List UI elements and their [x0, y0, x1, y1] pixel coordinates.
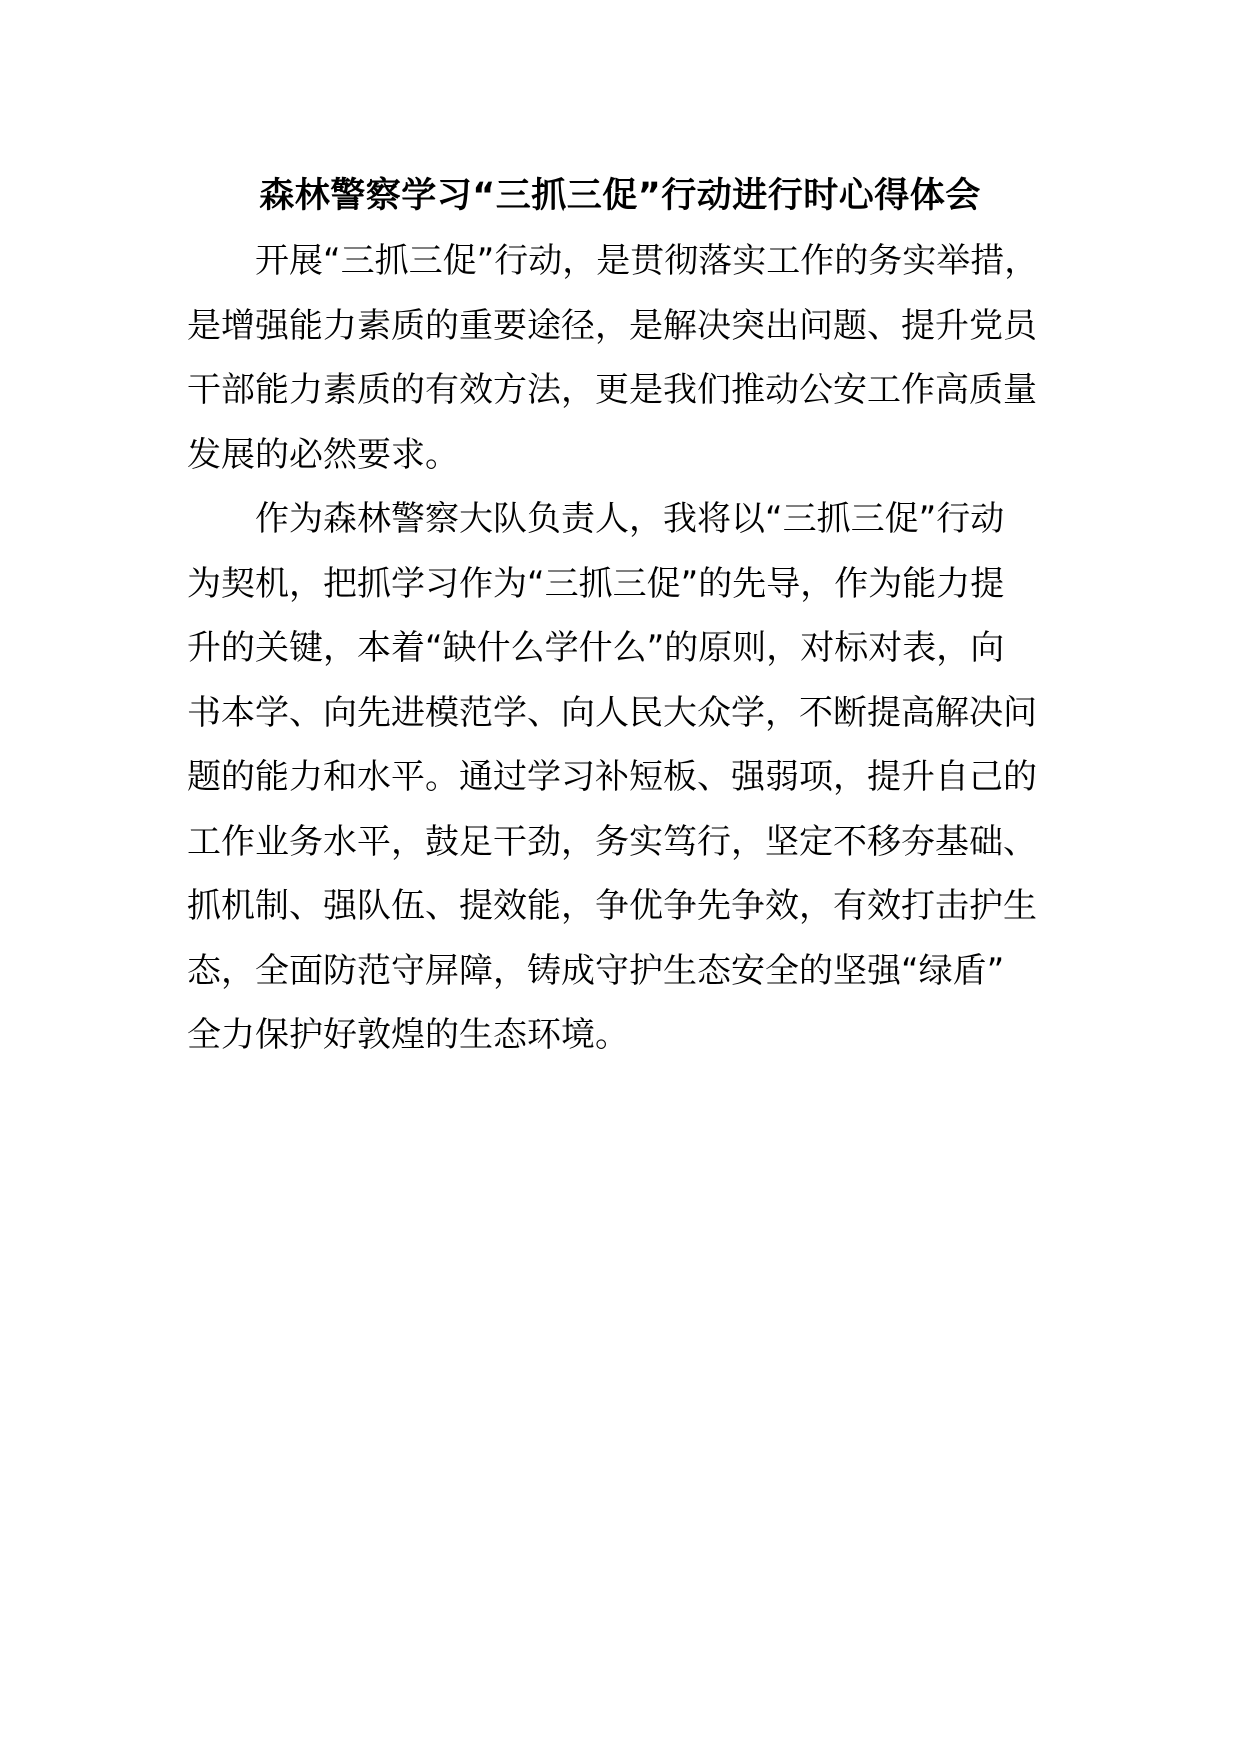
paragraph-line: 全力保护好敦煌的生态环境。: [187, 1015, 629, 1055]
paragraph-line: 题的能力和水平。通过学习补短板、强弱项，提升自己的: [187, 757, 1037, 797]
paragraph-line: 书本学、向先进模范学、向人民大众学，不断提高解决问: [187, 692, 1037, 733]
paragraph-line: 工作业务水平，鼓足干劲，务实笃行，坚定不移夯基础、: [187, 821, 1037, 862]
paragraph-line: 是增强能力素质的重要途径，是解决突出问题、提升党员: [187, 305, 1037, 346]
paragraph-line: 干部能力素质的有效方法，更是我们推动公安工作高质量: [187, 370, 1037, 410]
paragraph-line: 态，全面防范守屏障，铸成守护生态安全的坚强“绿盾”: [187, 950, 1005, 991]
paragraph-2: [187, 487, 1067, 1068]
paragraph-line: 开展“三抓三促”行动，是贯彻落实工作的务实举措，: [255, 241, 1039, 281]
paragraph-line: 为契机，把抓学习作为“三抓三促”的先导，作为能力提: [187, 563, 1005, 604]
paragraph-1: [187, 229, 1067, 487]
paragraph-line: 作为森林警察大队负责人，我将以“三抓三促”行动: [255, 499, 1005, 539]
document-title: 森林警察学习“三抓三促”行动进行时心得体会: [259, 176, 981, 216]
paragraph-line: 抓机制、强队伍、提效能，争优争先争效，有效打击护生: [187, 886, 1037, 926]
paragraph-line: 升的关键，本着“缺什么学什么”的原则，对标对表，向: [187, 628, 1005, 668]
paragraph-line: 发展的必然要求。: [187, 434, 459, 475]
